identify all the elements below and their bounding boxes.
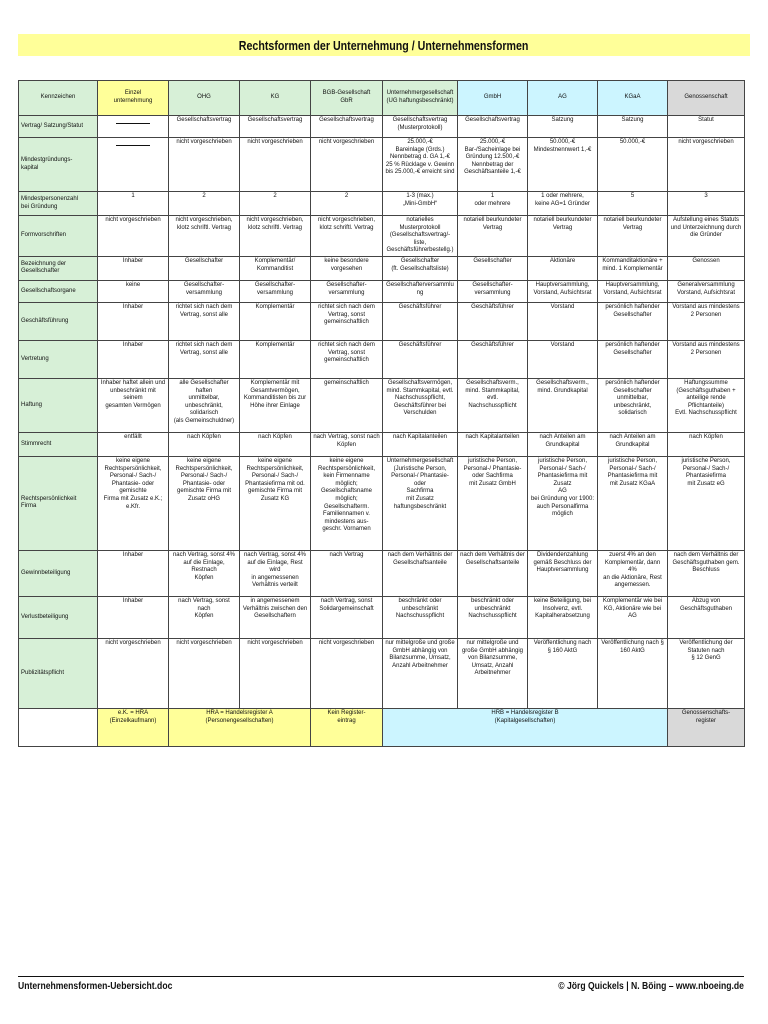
table-row	[19, 432, 745, 456]
row-label: Mindestpersonenzahl bei Gründung	[19, 192, 98, 216]
table-cell: keine Beteiligung, bei Insolvenz, evtl. Kapitalherabsetzung	[528, 596, 598, 638]
header-column: BGB-Gesellschaft GbR	[311, 81, 383, 116]
table-cell: Gesellschaftsvertrag	[240, 116, 311, 138]
table-cell: nach Vertrag	[311, 550, 383, 596]
table-cell: Inhaber	[98, 596, 169, 638]
header-column: KGaA	[598, 81, 668, 116]
header-column: GmbH	[458, 81, 528, 116]
table-cell: Veröffentlichung nach § 160 AktG	[528, 638, 598, 708]
table-cell: richtet sich nach dem Vertrag, sonst gemeinschaftlich	[311, 340, 383, 378]
table-cell: nicht vorgeschrieben, klotz schriftl. Vertrag	[169, 216, 240, 257]
table-cell: Gesellschaftsvertrag (Musterprotokoll)	[383, 116, 458, 138]
table-cell: nicht vorgeschrieben	[98, 638, 169, 708]
register-gbr: Kein Register- eintrag	[311, 708, 383, 746]
table-cell: Vorstand	[528, 302, 598, 340]
table-cell: Gesellschafter (ft. Gesellschaftsliste)	[383, 256, 458, 280]
table-cell: Gesellschafter	[169, 256, 240, 280]
table-cell: richtet sich nach dem Vertrag, sonst alle	[169, 340, 240, 378]
table-row	[19, 280, 745, 302]
table-cell: Gesellschafter- versammlung	[458, 280, 528, 302]
header-kennzeichen: Kennzeichen	[19, 81, 98, 116]
table-cell: Gesellschaftsvertrag	[458, 116, 528, 138]
table-cell: nicht vorgeschrieben	[311, 138, 383, 192]
table-cell: juristische Person, Personal-/ Sach-/ Phantasiefirma mit Zusatz AG bei Gründung vor 1900: auch Personalfirma möglich	[528, 456, 598, 550]
row-label: Mindestgründungs- kapital	[19, 138, 98, 192]
table-cell: nicht vorgeschrieben, klotz schriftl. Vertrag	[240, 216, 311, 257]
table-cell: Komplementär/ Kommanditist	[240, 256, 311, 280]
table-cell: Inhaber haftet allein und unbeschränkt mit seinem gesamten Vermögen	[98, 378, 169, 432]
table-row	[19, 456, 745, 550]
row-label: Bezeichnung der Gesellschafter	[19, 256, 98, 280]
table-cell: nach Kapitalanteilen	[458, 432, 528, 456]
table-cell: Satzung	[598, 116, 668, 138]
table-cell: beschränkt oder unbeschränkt Nachschusspflicht	[383, 596, 458, 638]
table-cell: Generalversammlung Vorstand, Aufsichtsrat	[668, 280, 745, 302]
table-cell: Aktionäre	[528, 256, 598, 280]
table-cell: nach Vertrag, sonst 4% auf die Einlage, Restnach Köpfen	[169, 550, 240, 596]
header-column: AG	[528, 81, 598, 116]
table-cell: Satzung	[528, 116, 598, 138]
row-label: Geschäftsführung	[19, 302, 98, 340]
table-cell: 25.000,-€ Bar-/Sacheinlage bei Gründung 12.500,-€ Nennbetrag der Geschäftsanteile 1,-€	[458, 138, 528, 192]
legal-forms-table	[18, 80, 745, 747]
table-cell: nicht vorgeschrieben	[240, 638, 311, 708]
table-cell: notarielles Musterprotokoll (Gesellschaftsvertrag/-liste, Geschäftsführerbestellg.)	[383, 216, 458, 257]
table-cell: nach dem Verhältnis der Geschäftsguthaben gem. Beschluss	[668, 550, 745, 596]
table-row	[19, 256, 745, 280]
table-cell: Vorstand aus mindestens 2 Personen	[668, 302, 745, 340]
table-cell: zuerst 4% an den Komplementär, dann 4% an die Aktionäre, Rest angemessen.	[598, 550, 668, 596]
table-cell: keine eigene Rechtspersönlichkeit, Personal-/ Sach-/ Phantasie- oder gemischte Firma mit Zusatz oHG	[169, 456, 240, 550]
table-cell: nach Anteilen am Grundkapital	[598, 432, 668, 456]
table-cell: Inhaber	[98, 256, 169, 280]
table-cell: nicht vorgeschrieben	[311, 638, 383, 708]
dash-line	[116, 145, 150, 146]
table-cell: nach dem Verhältnis der Gesellschaftsanteile	[383, 550, 458, 596]
table-row	[19, 192, 745, 216]
table-cell: Gesellschafter- versammlung	[169, 280, 240, 302]
table-cell: Aufstellung eines Statuts und Unterzeichnung durch die Gründer	[668, 216, 745, 257]
register-row	[19, 708, 745, 746]
table-cell: Gesellschafter	[458, 256, 528, 280]
row-label: Haftung	[19, 378, 98, 432]
table-cell: Komplementär	[240, 340, 311, 378]
table-cell: nicht vorgeschrieben, klotz schriftl. Vertrag	[311, 216, 383, 257]
row-label: Gesellschaftsorgane	[19, 280, 98, 302]
table-cell: persönlich haftender Gesellschafter	[598, 340, 668, 378]
table-cell: Genossen	[668, 256, 745, 280]
row-label: Formvorschriften	[19, 216, 98, 257]
table-cell: nach dem Verhältnis der Gesellschaftsanteile	[458, 550, 528, 596]
register-blank	[19, 708, 98, 746]
table-cell: Geschäftsführer	[458, 302, 528, 340]
table-cell: nach Köpfen	[668, 432, 745, 456]
row-label: Stimmrecht	[19, 432, 98, 456]
table-cell: alle Gesellschafter haften unmittelbar, unbeschränkt, solidarisch (als Gemeinschuldner)	[169, 378, 240, 432]
table-cell: nicht vorgeschrieben	[98, 216, 169, 257]
table-cell: Geschäftsführer	[458, 340, 528, 378]
table-cell: nicht vorgeschrieben	[240, 138, 311, 192]
table-cell: Kommanditaktionäre + mind. 1 Komplementär	[598, 256, 668, 280]
table-cell: Gesellschafter- versammlung	[311, 280, 383, 302]
table-cell: Haftungssumme (Geschäftsguthaben + anteilige rende Pflichtanteile) Evtl. Nachschusspflicht	[668, 378, 745, 432]
table-cell: nicht vorgeschrieben	[169, 138, 240, 192]
table-cell: nach Vertrag, sonst nach Köpfen	[169, 596, 240, 638]
table-cell: Geschäftsführer	[383, 302, 458, 340]
footer-copyright: © Jörg Quickels | N. Böing – www.nboeing.de	[558, 981, 744, 992]
table-cell: Hauptversammlung, Vorstand, Aufsichtsrat	[528, 280, 598, 302]
table-cell: nach Anteilen am Grundkapital	[528, 432, 598, 456]
table-cell: Inhaber	[98, 340, 169, 378]
table-cell: keine eigene Rechtspersönlichkeit, kein Firmenname möglich; Gesellschaftsname möglich; Gesellschafterm. Familiennamen v. mindestens aus- geschr. Vornamen	[311, 456, 383, 550]
table-cell: nach Vertrag, sonst Solidargemeinschaft	[311, 596, 383, 638]
table-cell: Komplementär	[240, 302, 311, 340]
table-cell: Komplementär wie bei KG, Aktionäre wie bei AG	[598, 596, 668, 638]
table-row	[19, 596, 745, 638]
table-row	[19, 116, 745, 138]
table-cell: 1	[98, 192, 169, 216]
header-column: Einzel unternehmung	[98, 81, 169, 116]
table-cell: Veröffentlichung nach § 160 AktG	[598, 638, 668, 708]
table-cell: Dividendenzahlung gemäß Beschluss der Hauptversammlung	[528, 550, 598, 596]
page-title-bar	[18, 34, 750, 56]
table-cell: nur mittelgroße und große GmbH abhängig von Bilanzsumme, Umsatz, Anzahl Arbeitnehmer	[383, 638, 458, 708]
table-cell: notariell beurkundeter Vertrag	[528, 216, 598, 257]
row-label: Gewinnbeteiligung	[19, 550, 98, 596]
empty-dash-cell	[98, 116, 169, 138]
table-cell: beschränkt oder unbeschränkt Nachschusspflicht	[458, 596, 528, 638]
table-cell: Komplementär mit Gesamtvermögen, Kommanditisten bis zur Höhe ihrer Einlage	[240, 378, 311, 432]
table-cell: juristische Person, Personal-/ Phantasie- oder Sachfirma mit Zusatz GmbH	[458, 456, 528, 550]
page-title: Rechtsformen der Unternehmung / Unternehmensformen	[239, 37, 529, 53]
table-row	[19, 550, 745, 596]
header-column: KG	[240, 81, 311, 116]
table-cell: nach Köpfen	[169, 432, 240, 456]
footer-rule	[18, 976, 744, 977]
table-cell: 50.000,-€	[598, 138, 668, 192]
table-cell: gemeinschaftlich	[311, 378, 383, 432]
table-cell: keine eigene Rechtspersönlichkeit, Personal-/ Sach-/ Phantasie- oder gemischte Firma mit Zusatz e.K.; e.Kfr.	[98, 456, 169, 550]
table-cell: Geschäftsführer	[383, 340, 458, 378]
table-cell: Veröffentlichung der Statuten nach § 12 GenG	[668, 638, 745, 708]
table-cell: Inhaber	[98, 550, 169, 596]
table-row	[19, 138, 745, 192]
table-cell: nach Vertrag, sonst nach Köpfen	[311, 432, 383, 456]
table-cell: 1 oder mehrere	[458, 192, 528, 216]
register-gen: Genossenschafts- register	[668, 708, 745, 746]
row-label: Vertrag/ Satzung/Statut	[19, 116, 98, 138]
table-cell: 2	[240, 192, 311, 216]
table-cell: nach Kapitalanteilen	[383, 432, 458, 456]
table-row	[19, 378, 745, 432]
table-cell: 50.000,-€ Mindestnennwert 1,-€	[528, 138, 598, 192]
table-cell: nach Köpfen	[240, 432, 311, 456]
table-cell: 1 oder mehrere, keine AG=1 Gründer	[528, 192, 598, 216]
table-cell: Gesellschaftsverm., mind. Stammkapital, evtl. Nachschusspflicht	[458, 378, 528, 432]
register-hra: HRA = Handelsregister A (Personengesellschaften)	[169, 708, 311, 746]
row-label: Publizitätspflicht	[19, 638, 98, 708]
table-row	[19, 216, 745, 257]
table-header-row	[19, 81, 745, 116]
table-cell: nicht vorgeschrieben	[668, 138, 745, 192]
header-column: Unternehmergesellschaft (UG haftungsbeschränkt)	[383, 81, 458, 116]
table-cell: Gesellschaftsvertrag	[169, 116, 240, 138]
table-row	[19, 302, 745, 340]
table-cell: entfällt	[98, 432, 169, 456]
table-cell: juristische Person, Personal-/ Sach-/ Phantasiefirma mit mit Zusatz KGaA	[598, 456, 668, 550]
table-row	[19, 340, 745, 378]
table-cell: Gesellschaftsvertrag	[311, 116, 383, 138]
table-cell: 5	[598, 192, 668, 216]
register-ek: e.K. = HRA (Einzelkaufmann)	[98, 708, 169, 746]
table-cell: richtet sich nach dem Vertrag, sonst alle	[169, 302, 240, 340]
table-cell: Vorstand aus mindestens 2 Personen	[668, 340, 745, 378]
row-label: Rechtspersönlichkeit Firma	[19, 456, 98, 550]
table-cell: Vorstand	[528, 340, 598, 378]
empty-dash-cell	[98, 138, 169, 192]
table-cell: in angemessenem Verhältnis zwischen den Gesellschaftern	[240, 596, 311, 638]
table-cell: persönlich haftender Gesellschafter	[598, 302, 668, 340]
register-hrb: HRB = Handelsregister B (Kapitalgesellschaften)	[383, 708, 668, 746]
table-cell: persönlich haftender Gesellschafter unmittelbar, unbeschränkt, solidarisch	[598, 378, 668, 432]
table-cell: keine eigene Rechtspersönlichkeit, Personal-/ Sach-/ Phantasiefirma mit od. gemischte Firma mit Zusatz KG	[240, 456, 311, 550]
table-cell: keine besondere vorgesehen	[311, 256, 383, 280]
table-cell: Gesellschafterversammlung	[383, 280, 458, 302]
table-cell: 2	[311, 192, 383, 216]
table-cell: Statut	[668, 116, 745, 138]
table-cell: richtet sich nach dem Vertrag, sonst gemeinschaftlich	[311, 302, 383, 340]
table-row	[19, 638, 745, 708]
header-column: Genossenschaft	[668, 81, 745, 116]
row-label: Vertretung	[19, 340, 98, 378]
table-cell: Gesellschafter- versammlung	[240, 280, 311, 302]
table-cell: nur mittelgroße und große GmbH abhängig von Bilanzsumme, Umsatz, Anzahl Arbeitnehmer	[458, 638, 528, 708]
table-cell: Hauptversammlung, Vorstand, Aufsichtsrat	[598, 280, 668, 302]
table-cell: Abzug von Geschäftsguthaben	[668, 596, 745, 638]
table-cell: notariell beurkundeter Vertrag	[458, 216, 528, 257]
table-cell: Unternehmergesellschaft (Juristische Person, Personal-/ Phantasie- oder Sachfirma mit Zusatz haftungsbeschränkt	[383, 456, 458, 550]
table-cell: 25.000,-€ Bareinlage (Grds.) Nennbetrag d. GA 1,-€ 25 % Rücklage v. Gewinn bis 25.000,-€ erreicht sind	[383, 138, 458, 192]
row-label: Verlustbeteiligung	[19, 596, 98, 638]
table-cell: 3	[668, 192, 745, 216]
footer-filename: Unternehmensformen-Uebersicht.doc	[18, 981, 173, 992]
table-cell: 2	[169, 192, 240, 216]
table-cell: Inhaber	[98, 302, 169, 340]
table-cell: Gesellschaftsvermögen, mind. Stammkapital, evtl. Nachschusspflicht, Geschäftsführer bei Verschulden	[383, 378, 458, 432]
table-cell: Gesellschaftsverm., mind. Grundkapital	[528, 378, 598, 432]
table-cell: juristische Person, Personal-/ Sach-/ Phantasiefirma mit Zusatz eG	[668, 456, 745, 550]
table-cell: nicht vorgeschrieben	[169, 638, 240, 708]
header-column: OHG	[169, 81, 240, 116]
table-cell: nach Vertrag, sonst 4% auf die Einlage, Rest wird in angemessenen Verhältnis verteilt	[240, 550, 311, 596]
dash-line	[116, 123, 150, 124]
table-cell: notariell beurkundeter Vertrag	[598, 216, 668, 257]
table-cell: 1-3 (max.) „Mini-GmbH“	[383, 192, 458, 216]
table-cell: keine	[98, 280, 169, 302]
